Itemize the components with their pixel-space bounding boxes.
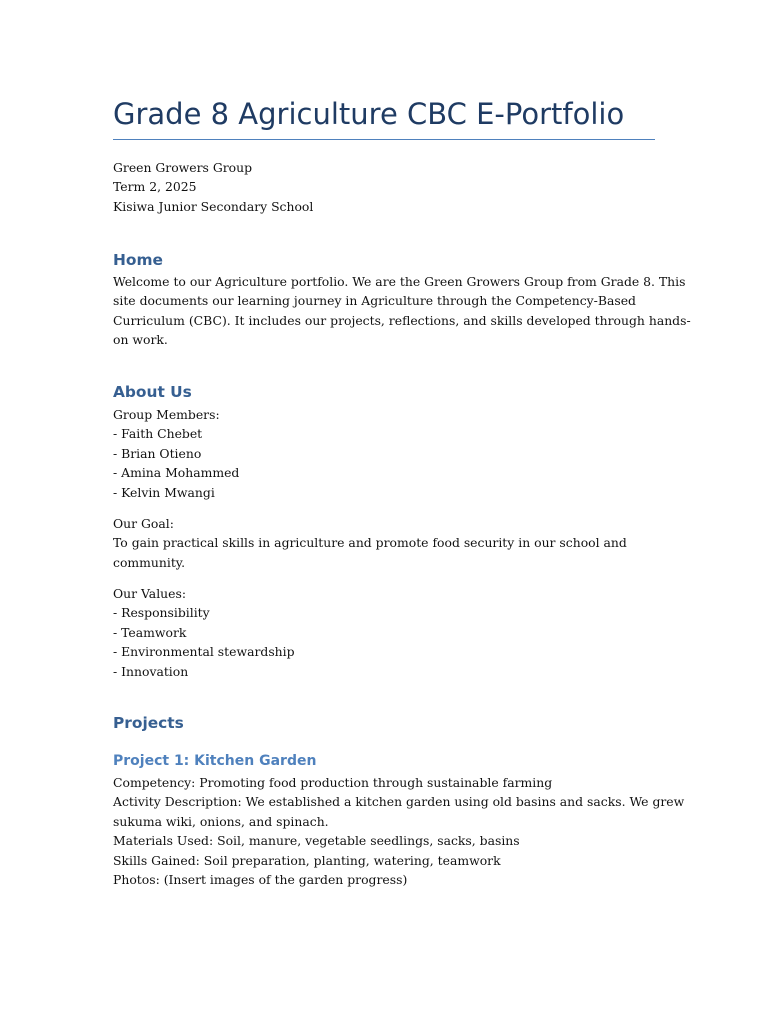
document-meta — [113, 158, 655, 216]
document-title: Grade 8 Agriculture CBC E-Portfolio — [113, 97, 625, 131]
about-heading: About Us — [113, 383, 192, 401]
title-divider — [113, 139, 655, 140]
project1-line: Materials Used: Soil, manure, vegetable seedlings, sacks, basins — [113, 833, 520, 849]
values-section — [113, 584, 655, 681]
project1-details — [113, 773, 685, 889]
project1-line: Activity Description: We established a kitchen garden using old basins and sacks. We grew — [113, 794, 685, 810]
goal-section — [113, 514, 655, 572]
school-name: Kisiwa Junior Secondary School — [113, 198, 314, 214]
project1-heading: Project 1: Kitchen Garden — [113, 753, 317, 769]
home-line: Curriculum (CBC). It includes our projects, reflections, and skills developed through hands- — [113, 312, 691, 328]
project1-line: Photos: (Insert images of the garden progress) — [113, 872, 408, 888]
projects-heading: Projects — [113, 714, 184, 732]
goal-label: Our Goal: — [113, 516, 174, 531]
home-line: on work. — [113, 332, 168, 348]
member-item: - Amina Mohammed — [113, 465, 240, 481]
members-section — [113, 405, 655, 502]
project1-line: Competency: Promoting food production through sustainable farming — [113, 775, 553, 790]
member-item: - Kelvin Mwangi — [113, 484, 215, 500]
home-line: site documents our learning journey in Agriculture through the Competency-Based — [113, 293, 636, 309]
home-line: Welcome to our Agriculture portfolio. We are the Green Growers Group from Grade 8. This — [113, 274, 686, 289]
member-item: - Brian Otieno — [113, 445, 202, 461]
member-item: - Faith Chebet — [113, 426, 203, 442]
value-item: - Responsibility — [113, 605, 210, 621]
term-label: Term 2, 2025 — [113, 179, 197, 195]
goal-line: To gain practical skills in agriculture and promote food security in our school and — [113, 535, 627, 551]
project1-line: Skills Gained: Soil preparation, planting, watering, teamwork — [113, 852, 501, 868]
value-item: - Teamwork — [113, 624, 187, 640]
home-heading: Home — [113, 251, 163, 269]
home-paragraph — [113, 272, 691, 350]
goal-line: community. — [113, 554, 186, 570]
members-label: Group Members: — [113, 407, 220, 422]
group-name: Green Growers Group — [113, 160, 253, 175]
project1-line: sukuma wiki, onions, and spinach. — [113, 813, 329, 829]
values-label: Our Values: — [113, 586, 187, 601]
value-item: - Environmental stewardship — [113, 644, 295, 660]
value-item: - Innovation — [113, 663, 189, 679]
